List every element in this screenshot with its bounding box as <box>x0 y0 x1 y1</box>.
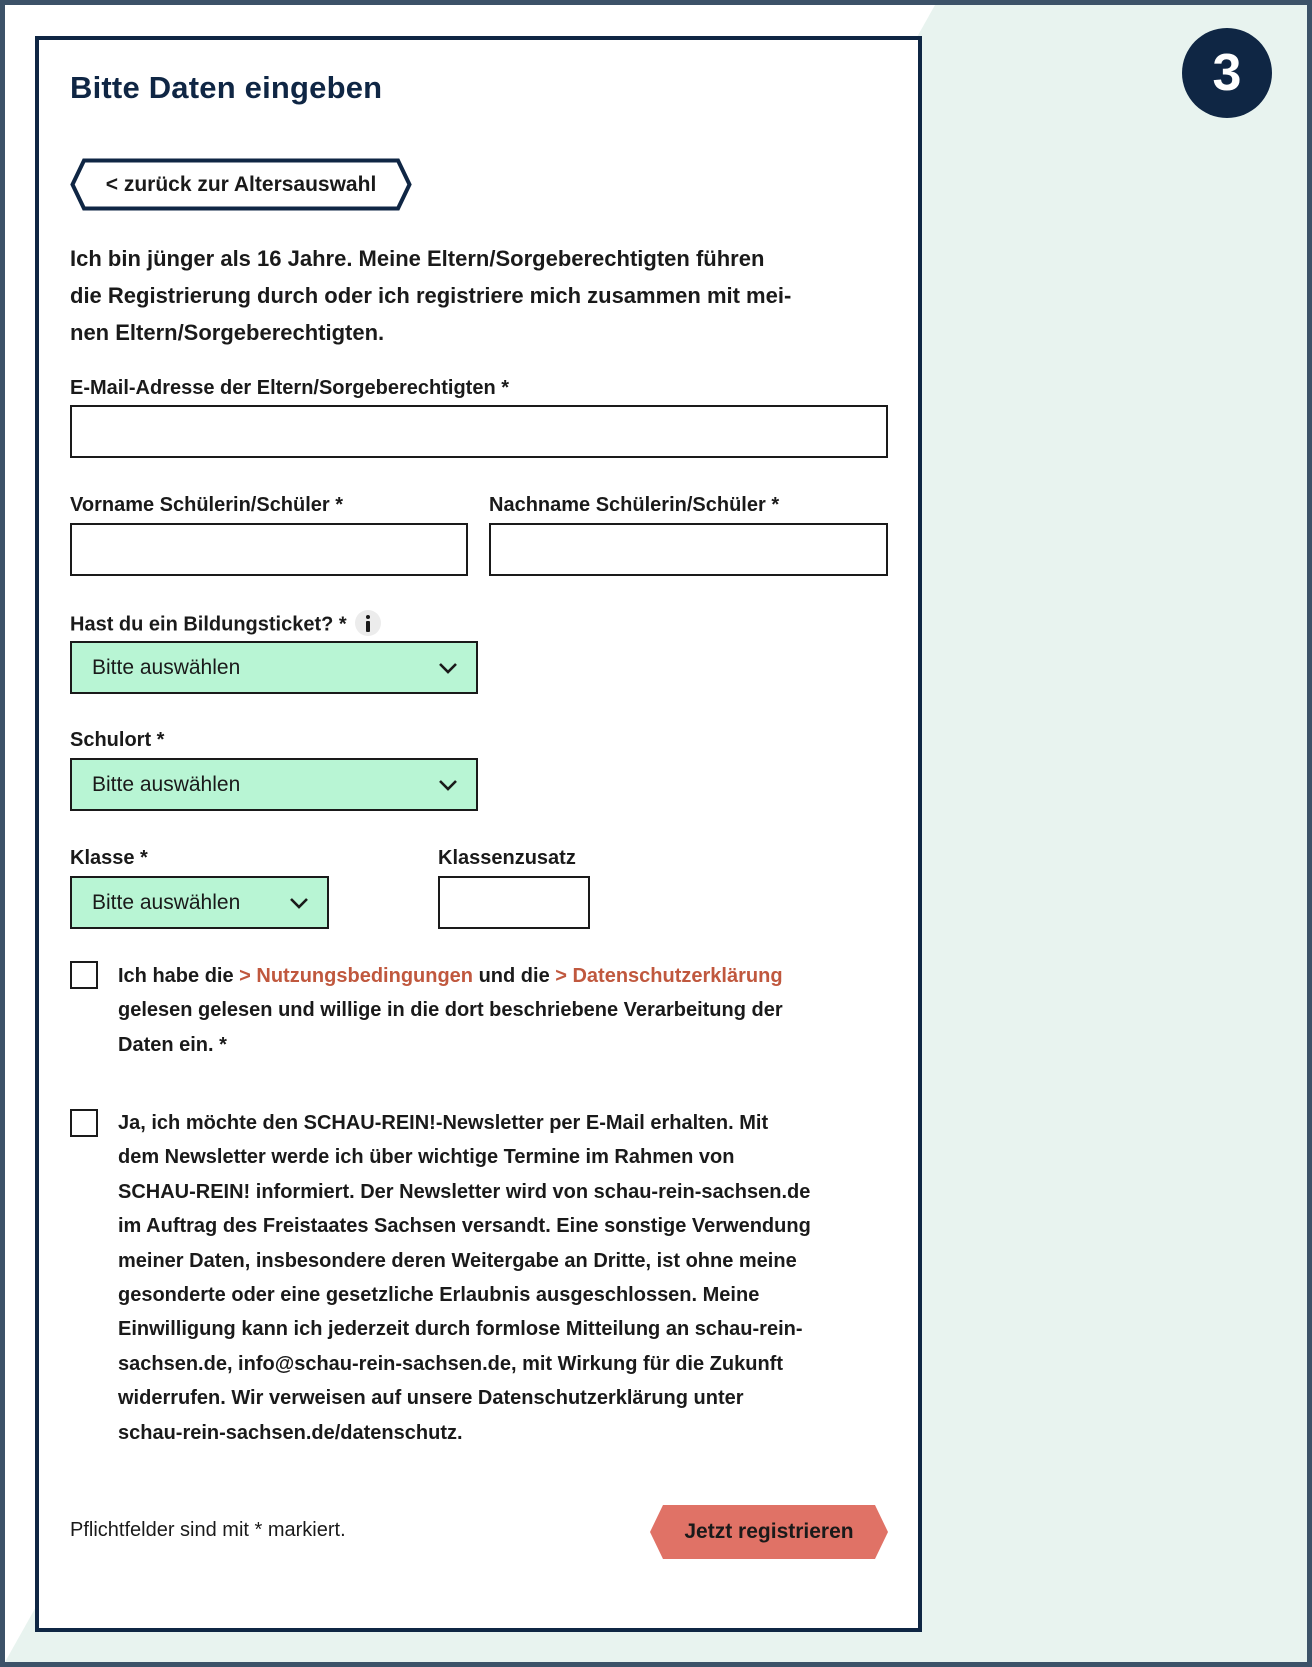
terms-line-3: Daten ein. * <box>118 1033 227 1056</box>
class-suffix-label: Klassenzusatz <box>438 847 576 869</box>
terms-consent-text <box>118 959 888 1062</box>
newsletter-line: SCHAU-REIN! informiert. Der Newsletter wird von schau-rein-sachsen.de <box>118 1180 811 1203</box>
step-badge: 3 <box>1182 28 1272 118</box>
newsletter-line: schau-rein-sachsen.de/datenschutz. <box>118 1421 463 1444</box>
parent-email-label: E-Mail-Adresse der Eltern/Sorgeberechtigten * <box>70 377 510 399</box>
required-fields-note: Pflichtfelder sind mit * markiert. <box>70 1519 346 1541</box>
class-select[interactable] <box>70 876 329 929</box>
newsletter-line: Ja, ich möchte den SCHAU-REIN!-Newsletter per E-Mail erhalten. Mit <box>118 1112 769 1134</box>
newsletter-line: sachsen.de, info@schau-rein-sachsen.de, mit Wirkung für die Zukunft <box>118 1352 783 1375</box>
back-button-label: < zurück zur Altersauswahl <box>105 172 377 196</box>
class-label: Klasse * <box>70 847 148 869</box>
newsletter-consent-checkbox[interactable] <box>70 1109 98 1137</box>
terms-of-use-link[interactable]: > Nutzungsbedingungen <box>239 965 474 987</box>
page-title: Bitte Daten eingeben <box>70 70 383 105</box>
newsletter-line: widerrufen. Wir verweisen auf unsere Datenschutzerklärung unter <box>118 1387 744 1410</box>
education-ticket-selected: Bitte auswählen <box>92 655 241 679</box>
register-button[interactable] <box>650 1505 888 1559</box>
age-notice-line: nen Eltern/Sorgeberechtigten. <box>70 320 385 345</box>
newsletter-line: im Auftrag des Freistaates Sachsen versandt. Eine sonstige Verwendung <box>118 1215 811 1238</box>
last-name-label: Nachname Schülerin/Schüler * <box>489 494 780 516</box>
info-icon[interactable] <box>355 610 381 636</box>
first-name-label: Vorname Schülerin/Schüler * <box>70 494 344 516</box>
education-ticket-select[interactable] <box>70 641 478 694</box>
newsletter-line: meiner Daten, insbesondere deren Weitergabe an Dritte, ist ohne meine <box>118 1249 797 1272</box>
school-location-label: Schulort * <box>70 729 165 751</box>
age-notice-line: die Registrierung durch oder ich registriere mich zusammen mit mei- <box>70 283 792 308</box>
last-name-input[interactable] <box>489 523 888 576</box>
back-to-age-selection-button[interactable] <box>70 158 412 211</box>
education-ticket-label-row <box>70 612 381 638</box>
register-button-label: Jetzt registrieren <box>684 1520 854 1543</box>
chevron-down-icon <box>438 662 458 674</box>
education-ticket-label: Hast du ein Bildungsticket? * <box>70 613 347 636</box>
first-name-input[interactable] <box>70 523 468 576</box>
newsletter-line: Einwilligung kann ich jederzeit durch formlose Mitteilung an schau-rein- <box>118 1318 803 1341</box>
class-selected: Bitte auswählen <box>92 890 241 914</box>
chevron-down-icon <box>438 779 458 791</box>
terms-consent-checkbox[interactable] <box>70 961 98 989</box>
age-notice <box>70 240 890 351</box>
newsletter-consent-text <box>118 1106 898 1450</box>
terms-line-1: Ich habe die > Nutzungsbedingungen und die > Datenschutzerklärung <box>118 965 783 987</box>
class-suffix-input[interactable] <box>438 876 590 929</box>
newsletter-line: dem Newsletter werde ich über wichtige Termine im Rahmen von <box>118 1146 735 1169</box>
privacy-policy-link[interactable]: > Datenschutzerklärung <box>555 965 783 987</box>
school-location-select[interactable] <box>70 758 478 811</box>
school-location-selected: Bitte auswählen <box>92 772 241 796</box>
parent-email-input[interactable] <box>70 405 888 458</box>
newsletter-line: gesonderte oder eine gesetzliche Erlaubnis ausgeschlossen. Meine <box>118 1284 760 1307</box>
chevron-down-icon <box>289 897 309 909</box>
terms-line-2: gelesen gelesen und willige in die dort beschriebene Verarbeitung der <box>118 999 783 1022</box>
age-notice-line: Ich bin jünger als 16 Jahre. Meine Eltern/Sorgeberechtigten führen <box>70 246 765 271</box>
